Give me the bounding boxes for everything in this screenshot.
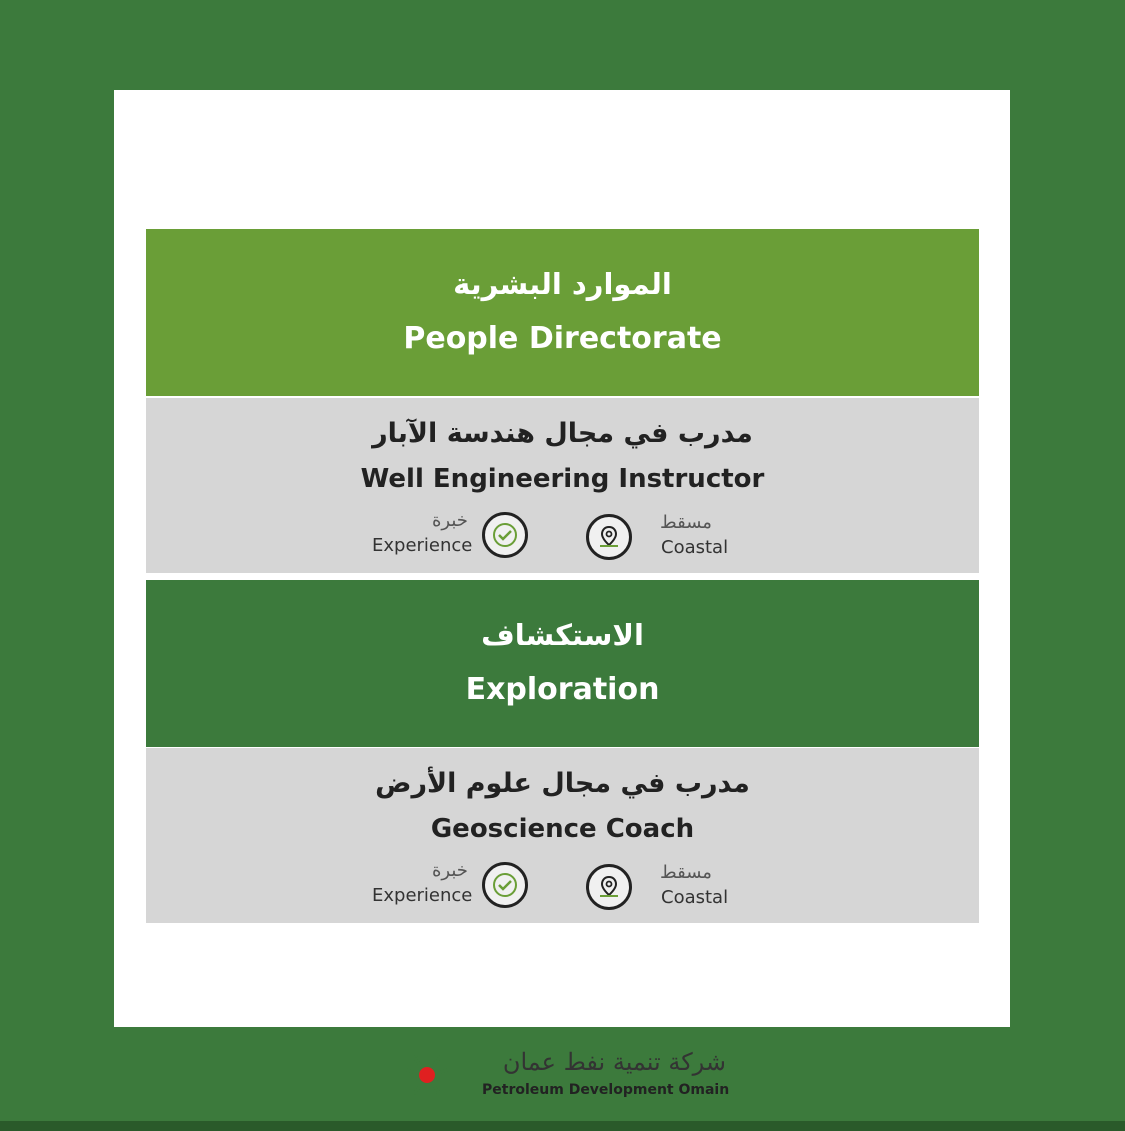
location-label: Coastal bbox=[661, 537, 729, 558]
experience-label: Experience bbox=[372, 885, 473, 906]
job-box-geoscience bbox=[146, 748, 979, 923]
experience-label: Experience bbox=[372, 535, 473, 556]
section-header-exploration bbox=[146, 580, 979, 747]
bottom-strip bbox=[0, 1121, 1125, 1131]
vacancy-card bbox=[114, 90, 1010, 1027]
header-arabic: الاستكشاف bbox=[481, 618, 644, 652]
location-label: Coastal bbox=[661, 887, 729, 908]
location-pin-icon bbox=[586, 514, 632, 560]
job-title-english: Well Engineering Instructor bbox=[360, 464, 765, 494]
footer-brand bbox=[402, 1048, 732, 1104]
pdo-logo-icon bbox=[402, 1048, 452, 1100]
experience-label-arabic: خبرة bbox=[432, 860, 468, 881]
brand-name-english: Petroleum Development Omain bbox=[482, 1082, 730, 1098]
header-arabic: الموارد البشرية bbox=[453, 267, 672, 301]
brand-name-arabic: شركة تنمية نفط عمان bbox=[502, 1048, 726, 1076]
location-pin-icon bbox=[586, 864, 632, 910]
header-english: People Directorate bbox=[403, 321, 722, 356]
check-circle-icon bbox=[482, 512, 528, 558]
job-title-arabic: مدرب في مجال هندسة الآبار bbox=[372, 418, 753, 449]
experience-label-arabic: خبرة bbox=[432, 510, 468, 531]
location-label-arabic: مسقط bbox=[660, 862, 712, 883]
job-box-well-engineering bbox=[146, 398, 979, 573]
header-english: Exploration bbox=[465, 672, 660, 707]
section-header-people bbox=[146, 229, 979, 396]
job-title-arabic: مدرب في مجال علوم الأرض bbox=[375, 768, 750, 799]
job-title-english: Geoscience Coach bbox=[430, 814, 695, 844]
check-circle-icon bbox=[482, 862, 528, 908]
location-label-arabic: مسقط bbox=[660, 512, 712, 533]
